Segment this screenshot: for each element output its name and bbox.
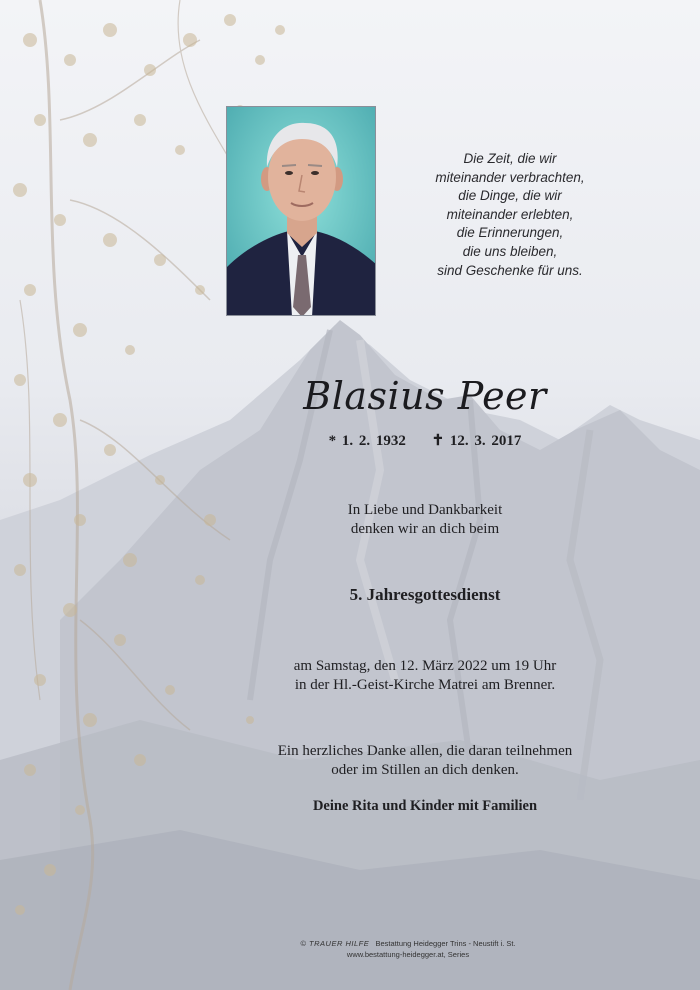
- event-title: 5. Jahresgottesdienst: [349, 585, 501, 604]
- thanks-line: oder im Stillen an dich denken.: [331, 762, 519, 778]
- poem-line: miteinander verbrachten,: [435, 169, 585, 185]
- company-name: Bestattung Heidegger Trins - Neustift i. St.: [375, 939, 516, 948]
- poem-line: die Erinnerungen,: [456, 225, 564, 241]
- details-line: in der Hl.-Geist-Kirche Matrei am Brenner.: [294, 677, 556, 693]
- thanks-text: [0, 742, 700, 780]
- poem-line: sind Geschenke für uns.: [437, 262, 583, 278]
- thanks-line: Ein herzliches Danke allen, die daran teilnehmen: [277, 743, 573, 759]
- poem-line: Die Zeit, die wir: [463, 151, 557, 166]
- trauerhilfe-logo: © TRAUER HILFE: [300, 939, 370, 948]
- memorial-poem: [400, 150, 620, 280]
- poem-line: die uns bleiben,: [462, 243, 558, 259]
- portrait-photo: [226, 106, 376, 316]
- birth-date: * 1. 2. 1932: [328, 433, 406, 449]
- details-line: am Samstag, den 12. März 2022 um 19 Uhr: [293, 658, 557, 674]
- life-dates: [0, 431, 700, 450]
- event-details: [0, 657, 700, 695]
- signature: Deine Rita und Kinder mit Familien: [312, 798, 538, 814]
- footer: [0, 938, 700, 960]
- poem-line: die Dinge, die wir: [458, 188, 562, 204]
- company-website: www.bestattung-heidegger.at, Series: [346, 950, 470, 959]
- intro-text: [0, 501, 700, 539]
- poem-line: miteinander erlebten,: [446, 206, 574, 222]
- deceased-name: Blasius Peer: [303, 374, 547, 418]
- intro-line: In Liebe und Dankbarkeit: [347, 502, 503, 518]
- intro-line: denken wir an dich beim: [350, 521, 500, 537]
- death-date: ✝ 12. 3. 2017: [431, 433, 522, 449]
